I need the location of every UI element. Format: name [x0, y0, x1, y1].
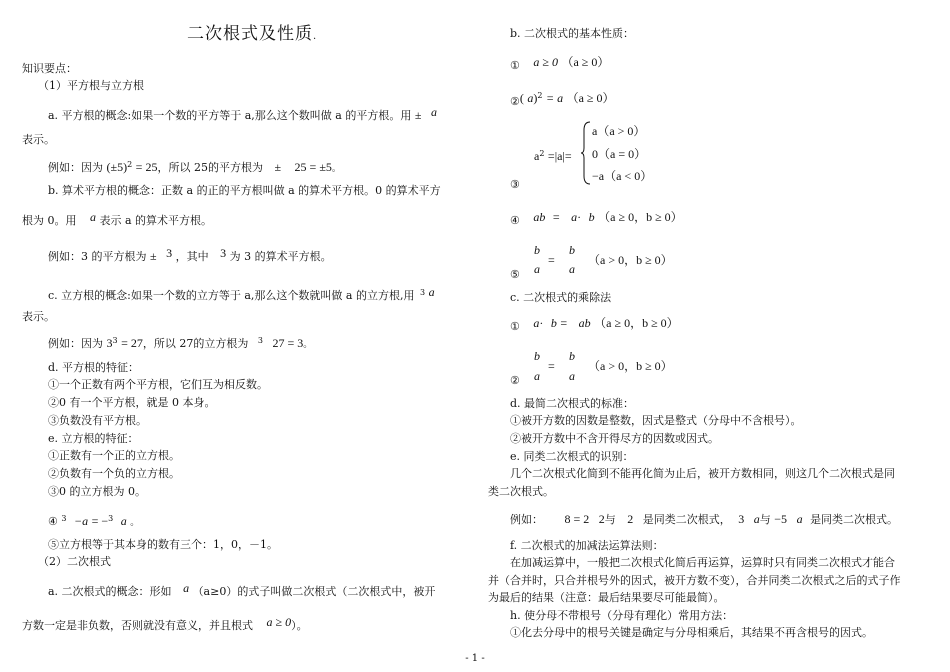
- sqrt-a-symbol: a: [430, 105, 437, 119]
- condition: （a ≥ 0，b ≥ 0）: [594, 316, 679, 330]
- math-expr: 3: [166, 246, 173, 260]
- example-prefix: 例如：: [510, 513, 543, 526]
- definition-text: （a≥0）的式子叫做二次根式（二次根式中，被开: [192, 585, 436, 598]
- fraction-denominator: a: [534, 369, 540, 383]
- text: 根为 0。用: [22, 214, 77, 227]
- cbrt-a-symbol: a: [428, 285, 435, 299]
- math-expr: ±: [274, 160, 282, 174]
- math-expr: −a: [73, 514, 89, 528]
- case-negative: −a（a < 0）: [592, 169, 653, 183]
- similar-radical-heading: e. 同类二次根式的识别：: [510, 450, 634, 463]
- math-expr: =: [560, 316, 568, 330]
- property-4: [488, 210, 683, 225]
- example-3: [22, 334, 312, 352]
- fraction-denominator: a: [534, 262, 540, 276]
- example-end: 。: [303, 340, 313, 350]
- fraction-denominator: a: [569, 369, 575, 383]
- addition-rule-text: 为最后的结果（注意：最后结果要尽可能最简）。: [488, 591, 725, 604]
- math-expr: a: [534, 149, 540, 163]
- feature-item: ③0 的立方根为 0。: [48, 485, 146, 498]
- feature-item: ⑤立方根等于其本身的数有三个：1，0，－1。: [48, 538, 278, 551]
- standard-item: ②被开方数中不含开得尽方的因数或因式。: [510, 432, 719, 445]
- math-expr: ab: [533, 210, 546, 224]
- math-expr: = 25: [135, 160, 158, 174]
- page-title: [187, 24, 318, 44]
- math-expr: 8 = 2: [564, 512, 590, 526]
- feature-item: ①正数有一个正的立方根。: [48, 449, 180, 462]
- equals-sign: =: [548, 253, 555, 267]
- example-text: ，所以 27的立方根为: [142, 337, 249, 350]
- rule-1: [488, 316, 679, 331]
- example-text: 是同类二次根式，: [642, 513, 731, 526]
- multiplication-division-heading: c. 二次根式的乘除法: [510, 291, 612, 304]
- section-2-heading: （2）二次根式: [38, 555, 111, 568]
- root-index: 3: [108, 514, 114, 523]
- equals-sign: =: [548, 359, 555, 373]
- condition: （a ≥ 0，b ≥ 0）: [598, 210, 683, 224]
- math-expr: 27 = 3: [272, 336, 304, 350]
- math-expr: b: [550, 316, 557, 330]
- basic-properties-heading: b. 二次根式的基本性质：: [510, 27, 635, 40]
- example-2: [22, 246, 332, 264]
- property-5-number: ⑤: [510, 268, 520, 281]
- example-prefix: 例如：因为: [48, 161, 103, 174]
- math-sup: 3: [112, 336, 118, 345]
- math-expr: a: [571, 210, 578, 224]
- feature-item: ③负数没有平方根。: [48, 414, 147, 427]
- similar-radical-example: [488, 512, 898, 527]
- item-number: ④: [48, 515, 58, 528]
- case-positive: a（a > 0）: [592, 124, 646, 138]
- math-expr: = 27: [121, 336, 143, 350]
- example-text: ，所以 25的平方根为: [157, 161, 263, 174]
- property-1: [488, 55, 609, 70]
- math-expr: ·: [539, 316, 544, 330]
- feature-item: ②负数有一个负的立方根。: [48, 467, 180, 480]
- math-expr: ·: [577, 210, 582, 224]
- definition-text: 方数一定是非负数，否则就没有意义，并且根式: [22, 619, 253, 632]
- math-sup: 2: [537, 91, 543, 100]
- math-expr: ±: [150, 249, 157, 263]
- arithmetic-root-cont: [22, 210, 213, 228]
- definition-text: a. 平方根的概念:如果一个数的平方等于 a,那么这个数叫做 a 的平方根。用: [48, 109, 412, 122]
- quadratic-radical-definition: [22, 581, 436, 599]
- knowledge-heading: 知识要点：: [22, 62, 77, 75]
- fraction-numerator: b: [569, 349, 575, 363]
- math-expr: = a: [545, 91, 564, 105]
- math-expr: ab: [578, 316, 591, 330]
- cube-root-definition: [22, 286, 435, 303]
- example-text: ，其中: [175, 250, 209, 263]
- addition-rule-heading: f. 二次根式的加减法运算法则：: [510, 539, 664, 552]
- item-number: ①: [510, 320, 520, 333]
- math-expr: =|a|=: [547, 149, 572, 163]
- title-dot: .: [313, 31, 318, 42]
- standard-item: ①被开方数的因数是整数，因式是整式（分母中不含根号）。: [510, 414, 802, 427]
- item-number: ②: [510, 95, 520, 108]
- root-index: 3: [419, 288, 426, 297]
- math-expr: =: [552, 210, 560, 224]
- math-sup: 2: [127, 160, 133, 169]
- math-expr: b: [588, 210, 595, 224]
- math-sup: 2: [539, 149, 545, 158]
- root-index: 3: [257, 336, 263, 345]
- condition: （a ≥ 0）: [561, 55, 610, 69]
- math-expr: a: [120, 514, 127, 528]
- item-end: 。: [130, 518, 140, 528]
- math-expr: a: [753, 512, 760, 526]
- math-expr: = −: [91, 514, 109, 528]
- definition-end: ）。: [291, 619, 308, 632]
- root-index: 3: [61, 514, 67, 523]
- fraction-numerator: b: [534, 243, 540, 257]
- definition-text: c. 立方根的概念:如果一个数的立方等于 a,那么这个数就叫做 a 的立方根,用: [48, 289, 415, 302]
- text: 表示 a 的算术平方根。: [99, 214, 213, 227]
- example-end: 。: [331, 164, 341, 174]
- quadratic-radical-cont: [22, 615, 308, 633]
- math-expr: 3: [106, 336, 113, 350]
- fraction-denominator: a: [569, 262, 575, 276]
- addition-rule-text: 在加减运算中，一般把二次根式化简后再运算，运算时只有同类二次根式才能合: [510, 556, 895, 569]
- fraction-numerator: b: [569, 243, 575, 257]
- math-expr: 25 = ±5: [294, 160, 332, 174]
- math-expr: a ≥ 0: [533, 55, 558, 69]
- square-root-features-heading: d. 平方根的特征：: [48, 361, 140, 374]
- math-expr: (±5): [106, 160, 128, 174]
- example-text: 与: [759, 513, 771, 526]
- example-1: [22, 158, 341, 176]
- rationalize-heading: h. 使分母不带根号（分母有理化）常用方法：: [510, 609, 734, 622]
- condition: （a > 0，b ≥ 0）: [588, 253, 673, 267]
- math-expr: a: [796, 512, 803, 526]
- condition: （a ≥ 0）: [566, 91, 615, 105]
- math-expr: a ≥ 0: [266, 615, 292, 629]
- title-text: 二次根式及性质: [187, 24, 313, 44]
- simplest-radical-heading: d. 最简二次根式的标准：: [510, 397, 635, 410]
- item-number: ①: [510, 59, 520, 72]
- cube-root-tail: 表示。: [22, 310, 55, 323]
- property-2: [488, 89, 615, 106]
- math-expr: 2: [598, 512, 605, 526]
- definition-tail: 表示。: [22, 133, 55, 146]
- rule-2-number: ②: [510, 374, 520, 387]
- item-number: ④: [510, 214, 520, 227]
- example-text: 是同类二次根式。: [810, 513, 899, 526]
- math-expr: (: [519, 91, 524, 105]
- feature-item: ①一个正数有两个平方根，它们互为相反数。: [48, 378, 268, 391]
- plus-minus-symbol: ±: [414, 108, 422, 122]
- similar-radical-text: 几个二次根式化简到不能再化简为止后，被开方数相同，则这几个二次根式是同: [510, 467, 895, 480]
- feature-item: ②0 有一个平方根，就是 0 本身。: [48, 396, 216, 409]
- brace-icon: [580, 120, 592, 186]
- math-expr: −5: [774, 512, 788, 526]
- square-root-definition: [22, 105, 437, 123]
- case-zero: 0（a = 0）: [592, 147, 647, 161]
- sqrt-a-symbol: a: [183, 581, 190, 595]
- property-3-number: ③: [510, 178, 520, 191]
- arithmetic-root-definition: b. 算术平方根的概念：正数 a 的正的平方根叫做 a 的算术平方根。0 的算术平方: [48, 184, 441, 197]
- sqrt-a-symbol: a: [90, 210, 96, 224]
- example-prefix: 例如：3 的平方根为: [48, 250, 147, 263]
- example-text: 为 3 的算术平方根。: [229, 250, 332, 263]
- condition: （a > 0，b ≥ 0）: [588, 359, 673, 373]
- math-expr: a: [527, 91, 534, 105]
- similar-radical-text-cont: 类二次根式。: [488, 485, 554, 498]
- addition-rule-text: 并（合并时，只合并根号外的因式，被开方数不变），合并同类二次根式之后的式子作: [488, 574, 901, 587]
- property-3-lhs: [534, 147, 572, 164]
- feature-item-4: [22, 512, 139, 530]
- page-number: - 1 -: [465, 653, 485, 664]
- math-expr: 3: [220, 246, 227, 260]
- cube-root-features-heading: e. 立方根的特征：: [48, 432, 139, 445]
- math-expr: 3: [738, 512, 745, 526]
- math-expr: 2: [627, 512, 634, 526]
- fraction-numerator: b: [534, 349, 540, 363]
- example-text: 与: [604, 513, 616, 526]
- section-1-heading: （1）平方根与立方根: [38, 79, 144, 92]
- example-prefix: 例如：因为: [48, 337, 103, 350]
- definition-text: a. 二次根式的概念：形如: [48, 585, 172, 598]
- rationalize-item: ①化去分母中的根号关键是确定与分母相乘后，其结果不再含根号的因式。: [510, 626, 873, 639]
- math-expr: ): [533, 91, 538, 105]
- math-expr: a: [533, 316, 540, 330]
